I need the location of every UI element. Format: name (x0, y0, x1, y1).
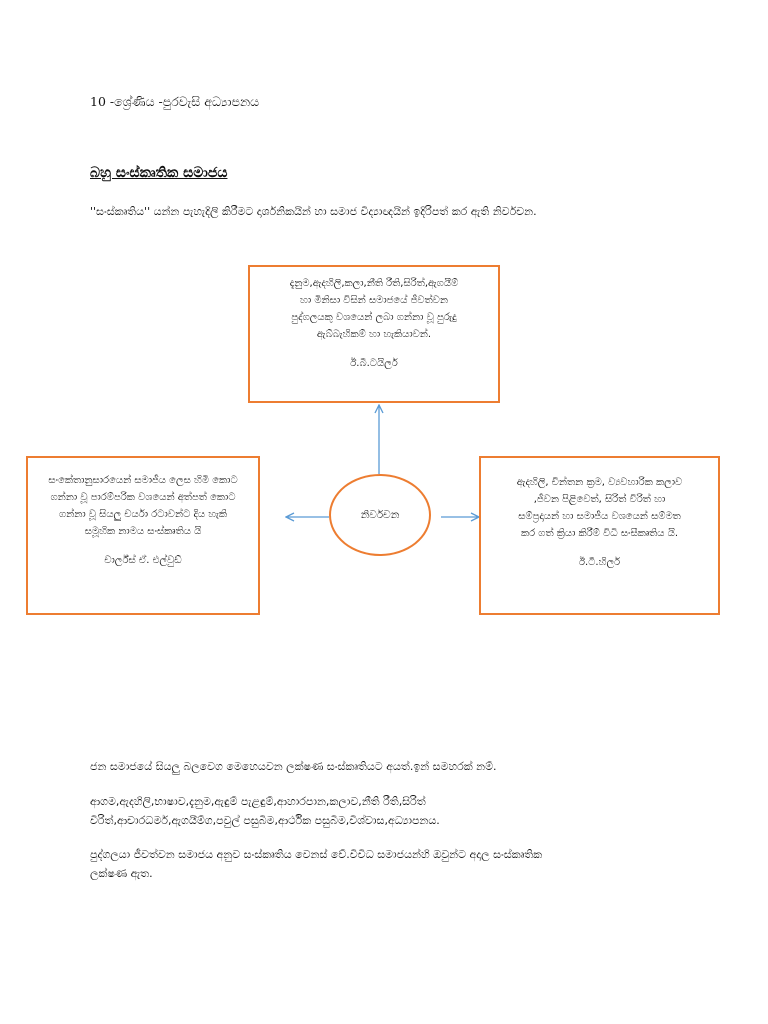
paragraph-examples (90, 792, 690, 830)
definition-line: කර ගත් ක්‍රියා කිරීම් විධි සංසීකෘතිය යි. (520, 528, 679, 539)
center-concept-ellipse (329, 474, 431, 556)
definition-line: සංකේතානුසාරයෙන් සමාජීය ලෙස හිමි කොට (48, 475, 238, 486)
page-header: 10 -ශ්‍රේණිය -පුරවැසි අධ්‍යාපනය (90, 94, 260, 109)
definition-line: පුද්ගලයකු වශයෙන් ලබා ගන්නා වූ පුරුදු (291, 312, 457, 323)
definition-box-left (26, 456, 260, 615)
paragraph-line: පුද්ගලයා ජීවත්වන සමාජය අනුව සංස්කෘතිය වෙනස් වේ.විවිධ සමාජයන්හි ඔවුන්ට අදාල සංස්කෘතික (90, 848, 543, 861)
definition-line: ගන්නා වූ සියලු චර්යා රටාවන්ට දිය හැකි (58, 509, 228, 520)
definition-line: හා මිනිසා විසින් සමාජයේ ජීවත්වන (300, 295, 448, 306)
definition-author: ඊ.ටී.හිලර් (578, 557, 621, 568)
definition-line: දැනුම,ඇදහිලි,කලා,නීති රීති,සිරිත්,ඇගයීම් (289, 278, 459, 289)
document-title: බහු සංස්කෘතික සමාජය (90, 165, 228, 181)
definition-author: ඊ.බී.ටයිලර් (350, 358, 398, 369)
definition-line: සමූහික නාමය සංස්කෘතිය යි (84, 526, 202, 537)
definition-line: සම්ප්‍රදායන් හා සමාජීය වශයෙන් සම්මත (518, 511, 681, 522)
paragraph-variation (90, 845, 690, 883)
paragraph-line: විරිත්,ආචාරධර්ම,ඇගයීම්ග,පවුල් පසුබිම,ආර්ථික පසුබිම,විශ්වාස,අධ්‍යාපනය. (90, 814, 440, 827)
definition-line: ,ජීවන පිළිවෙත්, සිරිත් විරිත් හා (533, 494, 666, 505)
definition-box-right (479, 456, 720, 615)
definition-author: චාර්ල්ස් ඒ. එල්වුඩ් (104, 555, 182, 566)
paragraph-line: ආගම,ඇදහිලි,භාෂාව,දැනුම,ඇඳුම් පැළඳුම්,ආහාරපාන,කලාව,නීති රීති,සිරිත් (90, 795, 426, 808)
definition-box-top (248, 265, 500, 403)
paragraph-line: ලක්ෂණ ඇත. (90, 867, 153, 880)
center-concept-label: නිර්වචන (360, 508, 400, 521)
definition-line: ඇදහිලි, චින්තන ක්‍රම, ව්‍යවහාරික කලාව (516, 477, 683, 488)
definition-line: ඇබ්බැහිකම් හා හැකියාවන්. (316, 329, 432, 340)
definition-line: ගන්නා වූ පාරම්පරික වශයෙන් අත්පත් කොට (50, 492, 236, 503)
intro-text: ''සංස්කෘතිය'' යන්න පැහැදිලි කිරීමට දාර්ශනිකයින් හා සමාජ විද්‍යාඥයින් ඉදිරිපත් කර ඇති නිර්වචන. (90, 205, 537, 218)
paragraph-characteristics: ජන සමාජයේ සියලු බලවෙග මෙහෙයවන ලක්ෂණ සංස්කෘතියට අයත්.ඉන් සමහරක් නම්. (90, 760, 497, 773)
